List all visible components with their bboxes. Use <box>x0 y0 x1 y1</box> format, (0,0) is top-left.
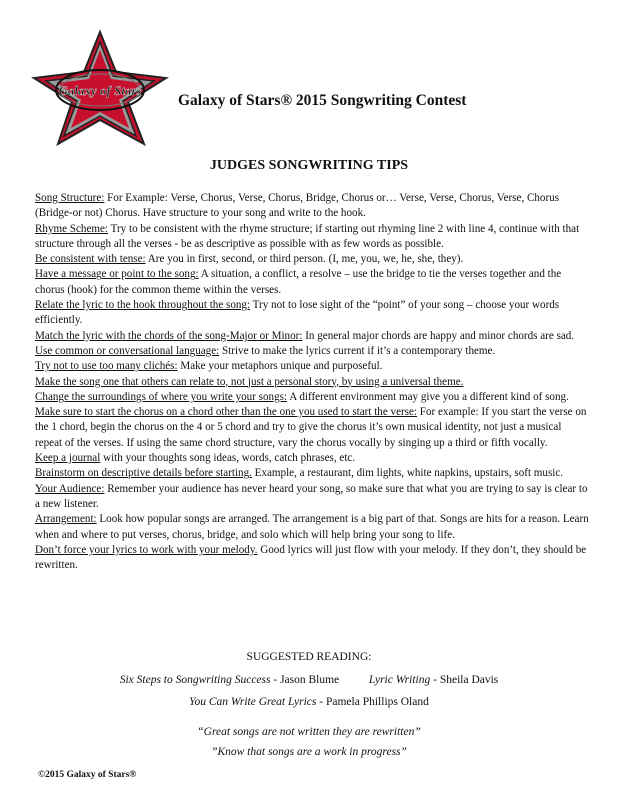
tip-text: Remember your audience has never heard your song, so make sure that what you are trying to say is clear to a new listener. <box>35 482 588 510</box>
tip-item <box>35 543 590 574</box>
tip-item <box>35 267 590 298</box>
tip-item <box>35 222 590 253</box>
tip-text: In general major chords are happy and minor chords are sad. <box>302 329 575 342</box>
tip-heading: Make sure to start the chorus on a chord other than the one you used to start the verse: <box>35 406 418 419</box>
tip-heading: Match the lyric with the chords of the song-Major or Minor: <box>35 329 303 342</box>
book-author: - Jason Blume <box>270 674 340 686</box>
section-title: JUDGES SONGWRITING TIPS <box>209 158 409 173</box>
tip-heading: Song Structure: <box>35 192 105 204</box>
tip-text: Example, a restaurant, dim lights, white napkins, upstairs, soft music. <box>251 467 564 480</box>
book-line-2 <box>0 696 618 708</box>
tip-heading: Your Audience: <box>35 482 105 495</box>
tip-item <box>35 405 590 451</box>
tip-heading: Make the song one that others can relate to, not just a personal story, by using a universal theme. <box>35 375 464 388</box>
tip-heading: Brainstorm on descriptive details before starting. <box>35 467 252 480</box>
tip-text: Try to be consistent with the rhyme structure; if starting out rhyming line 2 with line 4, continue with that structure through all the verses - be as descriptive as possible with as few words as possible. <box>35 222 580 250</box>
tip-text: Make your metaphors unique and purposeful. <box>177 360 383 373</box>
tip-heading: Be consistent with tense: <box>35 253 146 266</box>
quote-1: “Great songs are not written they are rewritten” <box>197 726 421 738</box>
tip-heading: Have a message or point to the song: <box>35 268 199 281</box>
galaxy-of-stars-logo <box>28 28 178 148</box>
tip-item <box>35 466 590 481</box>
tip-item <box>35 329 590 344</box>
tip-text: A different environment may give you a different kind of song. <box>287 390 569 403</box>
tip-heading: Change the surroundings of where you write your songs: <box>35 390 288 403</box>
tip-text: For Example: Verse, Chorus, Verse, Chorus, Bridge, Chorus or… Verse, Verse, Chorus, Verse, Chorus (Bridge-or not) Chorus. Have structure to your song and write to the hook. <box>35 192 560 220</box>
tip-heading: Try not to use too many clichés: <box>35 360 178 373</box>
tip-text: Are you in first, second, or third person. (I, me, you, we, he, she, they). <box>145 253 464 266</box>
tip-heading: Use common or conversational language: <box>35 344 220 357</box>
copyright: ©2015 Galaxy of Stars® <box>38 770 137 780</box>
tip-text: A situation, a conflict, a resolve – use the bridge to tie the verses together and the chorus (hook) for the common theme within the verses. <box>35 268 562 296</box>
book-line-1 <box>0 674 618 686</box>
tip-item <box>35 390 590 405</box>
star-logo-icon <box>28 28 178 148</box>
logo-text: Galaxy of Stars <box>58 83 142 98</box>
tip-text: Look how popular songs are arranged. The arrangement is a big part of that. Songs are hits for a reason. Learn when and where to put verses, chorus, bridge, and solo which will help bring your song to life. <box>35 513 589 541</box>
tip-item <box>35 375 590 390</box>
tip-item <box>35 451 590 466</box>
book-title: You Can Write Great Lyrics <box>189 696 317 708</box>
tip-item <box>35 252 590 267</box>
tip-item <box>35 191 590 222</box>
tip-heading: Keep a journal <box>35 452 101 465</box>
tip-item <box>35 359 590 374</box>
tip-text: Try not to lose sight of the “point” of your song – choose your words efficiently. <box>35 299 560 327</box>
tip-heading: Arrangement: <box>35 513 97 526</box>
tip-item <box>35 298 590 329</box>
tip-item <box>35 344 590 359</box>
book-author: - Sheila Davis <box>430 674 499 686</box>
tip-item <box>35 482 590 513</box>
book-author: - Pamela Phillips Oland <box>316 696 429 708</box>
quote-2: ”Know that songs are a work in progress” <box>211 746 407 758</box>
book-title: Six Steps to Songwriting Success <box>119 674 271 686</box>
tip-item <box>35 512 590 543</box>
page-title: Galaxy of Stars® 2015 Songwriting Contest <box>178 92 467 109</box>
tip-heading: Rhyme Scheme: <box>35 222 109 235</box>
tip-text: For example: If you start the verse on the 1 chord, begin the chorus on the 4 or 5 chord and try to give the chorus it’s own musical identity, not just a musical repeat of the verses. If using the same chord structure, vary the chorus vocally by singing up a third or fifth vocally. <box>35 406 587 449</box>
tips-list <box>35 191 590 573</box>
tip-text: with your thoughts song ideas, words, catch phrases, etc. <box>100 452 356 465</box>
tip-text: Good lyrics will just flow with your melody. If they don’t, they should be rewritten. <box>35 543 587 572</box>
tip-text: Strive to make the lyrics current if it’s a contemporary theme. <box>219 344 496 357</box>
tip-heading: Don’t force your lyrics to work with your melody. <box>35 543 258 556</box>
suggested-reading-heading: SUGGESTED READING: <box>246 651 372 663</box>
tip-heading: Relate the lyric to the hook throughout the song: <box>35 299 251 312</box>
book-title: Lyric Writing <box>368 674 431 686</box>
